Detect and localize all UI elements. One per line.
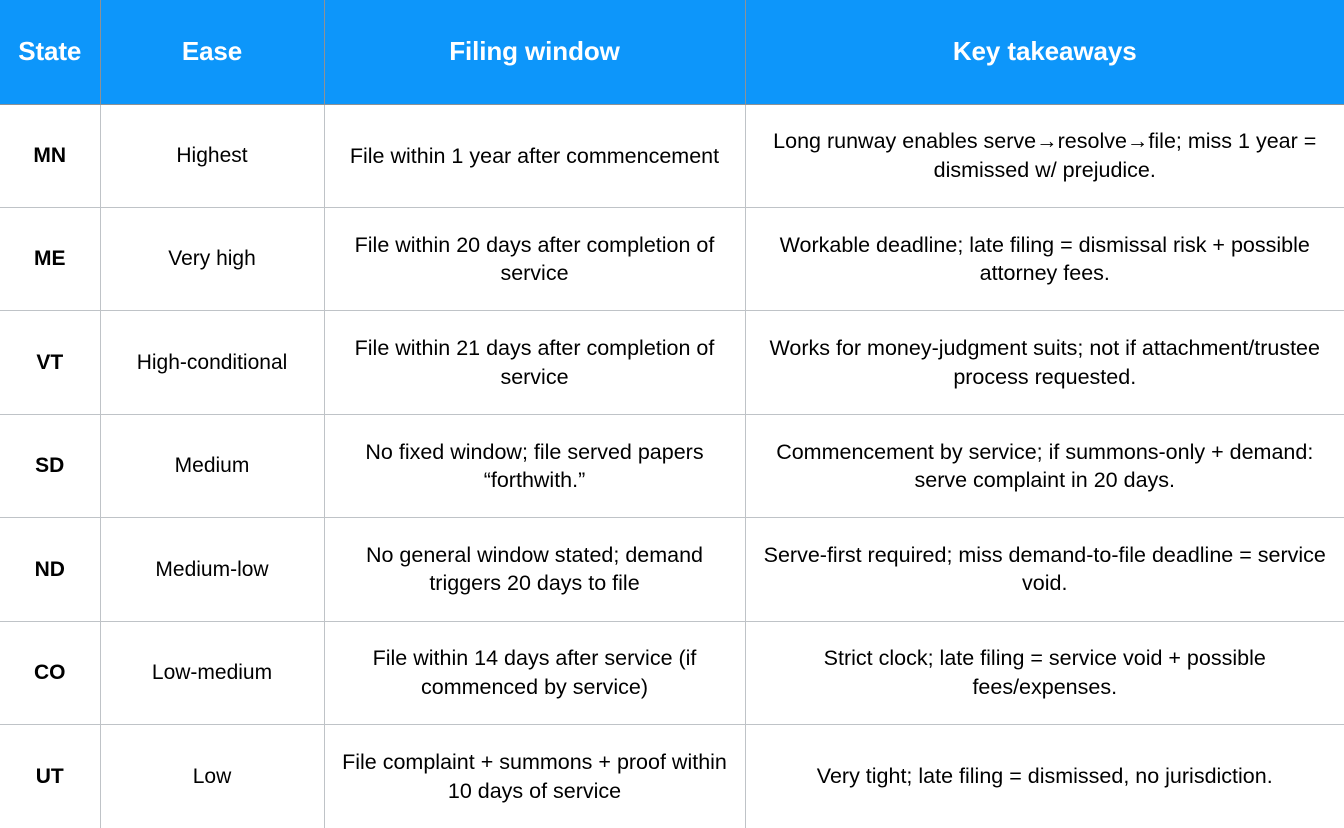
header-row xyxy=(0,0,1344,104)
cell-ease: Low-medium xyxy=(100,621,324,724)
table-row xyxy=(0,621,1344,724)
cell-ease: Medium-low xyxy=(100,518,324,621)
cell-key-takeaway: Works for money-judgment suits; not if attachment/trustee process requested. xyxy=(745,311,1344,414)
table-row xyxy=(0,311,1344,414)
cell-key-takeaway: Serve-first required; miss demand-to-file deadline = service void. xyxy=(745,518,1344,621)
cell-ease: Highest xyxy=(100,104,324,207)
cell-filing-window: File within 1 year after commencement xyxy=(324,104,745,207)
cell-key-takeaway: Workable deadline; late filing = dismissal risk + possible attorney fees. xyxy=(745,207,1344,310)
cell-state: CO xyxy=(0,621,100,724)
table-row xyxy=(0,725,1344,828)
cell-filing-window: File complaint + summons + proof within 10 days of service xyxy=(324,725,745,828)
cell-state: VT xyxy=(0,311,100,414)
column-header-state: State xyxy=(0,0,100,104)
cell-state: SD xyxy=(0,414,100,517)
table-row xyxy=(0,518,1344,621)
table-row xyxy=(0,104,1344,207)
table-row xyxy=(0,414,1344,517)
cell-filing-window: File within 20 days after completion of service xyxy=(324,207,745,310)
cell-ease: Very high xyxy=(100,207,324,310)
table-header xyxy=(0,0,1344,104)
cell-ease: High-conditional xyxy=(100,311,324,414)
cell-filing-window: No general window stated; demand triggers 20 days to file xyxy=(324,518,745,621)
cell-state: MN xyxy=(0,104,100,207)
cell-state: UT xyxy=(0,725,100,828)
cell-key-takeaway: Long runway enables serve→resolve→file; miss 1 year = dismissed w/ prejudice. xyxy=(745,104,1344,207)
cell-key-takeaway: Commencement by service; if summons-only + demand: serve complaint in 20 days. xyxy=(745,414,1344,517)
table-body xyxy=(0,104,1344,828)
cell-ease: Low xyxy=(100,725,324,828)
cell-filing-window: File within 14 days after service (if commenced by service) xyxy=(324,621,745,724)
cell-key-takeaway: Very tight; late filing = dismissed, no jurisdiction. xyxy=(816,764,1273,789)
cell-ease: Medium xyxy=(100,414,324,517)
table-row xyxy=(0,207,1344,310)
cell-filing-window: No fixed window; file served papers “forthwith.” xyxy=(324,414,745,517)
cell-state: ND xyxy=(0,518,100,621)
cell-filing-window: File within 21 days after completion of service xyxy=(324,311,745,414)
cell-state: ME xyxy=(0,207,100,310)
cell-key-takeaway: Strict clock; late filing = service void + possible fees/expenses. xyxy=(745,621,1344,724)
column-header-key-takeaways: Key takeaways xyxy=(745,0,1344,104)
column-header-filing-window: Filing window xyxy=(324,0,745,104)
column-header-ease: Ease xyxy=(100,0,324,104)
